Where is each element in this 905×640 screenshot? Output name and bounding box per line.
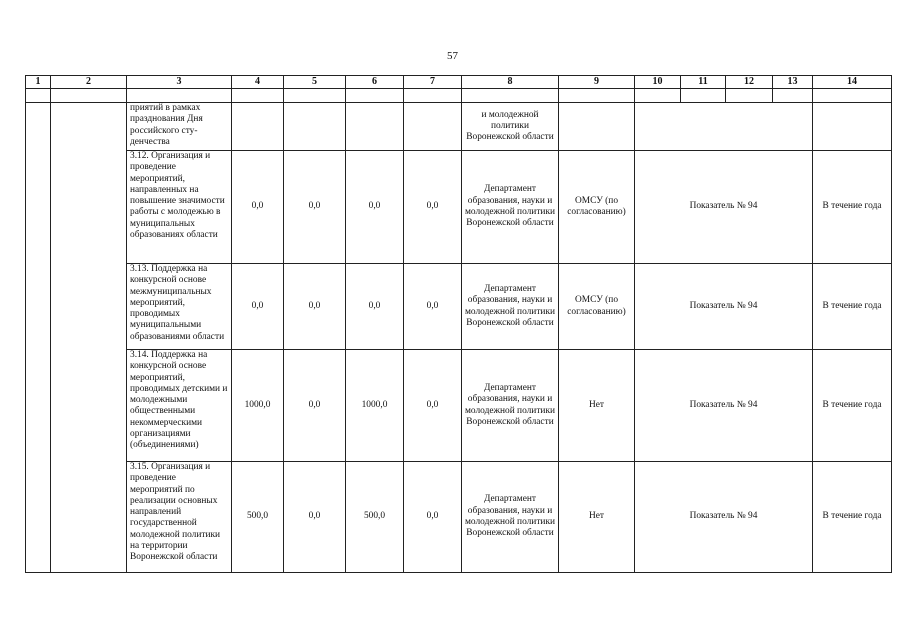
header-cell: 4 (232, 76, 284, 89)
empty-cell (559, 89, 635, 103)
header-cell: 3 (127, 76, 232, 89)
value-col7: 0,0 (404, 350, 462, 462)
empty-cell (284, 89, 346, 103)
header-cell: 12 (726, 76, 773, 89)
value-col5: 0,0 (284, 264, 346, 350)
header-cell: 10 (635, 76, 681, 89)
empty-cell (813, 89, 892, 103)
responsible-executor: Департамент образования, науки и молодежной политики Воронежской области (462, 350, 559, 462)
period: В течение года (813, 350, 892, 462)
empty-cell (232, 89, 284, 103)
value-col5 (284, 103, 346, 151)
empty-cell (462, 89, 559, 103)
value-col4: 500,0 (232, 462, 284, 573)
indicator: Показатель № 94 (635, 462, 813, 573)
value-col7: 0,0 (404, 264, 462, 350)
period: В течение года (813, 264, 892, 350)
indicator: Показатель № 94 (635, 151, 813, 264)
table-row (26, 151, 892, 264)
gap-row (26, 89, 892, 103)
empty-cell (635, 89, 681, 103)
empty-cell (26, 89, 51, 103)
col2-cell (51, 103, 127, 573)
header-cell: 2 (51, 76, 127, 89)
table-row (26, 103, 892, 151)
activity-name: 3.14. Поддержка на конкурсной основе мероприятий, проводимых детскими и молодежными общественными некоммерческими организациями (объединениями) (127, 350, 232, 462)
header-cell: 8 (462, 76, 559, 89)
period: В течение года (813, 151, 892, 264)
period (813, 103, 892, 151)
header-cell: 9 (559, 76, 635, 89)
empty-cell (726, 89, 773, 103)
responsible-executor: Департамент образования, науки и молодежной политики Воронежской области (462, 462, 559, 573)
header-cell: 1 (26, 76, 51, 89)
activity-name: приятий в рамках празднования Дня российского сту-денчества (127, 103, 232, 151)
participant: ОМСУ (по согласованию) (559, 151, 635, 264)
header-cell: 5 (284, 76, 346, 89)
empty-cell (681, 89, 726, 103)
value-col7: 0,0 (404, 151, 462, 264)
indicator: Показатель № 94 (635, 350, 813, 462)
table-row (26, 350, 892, 462)
value-col6: 500,0 (346, 462, 404, 573)
activity-name: 3.13. Поддержка на конкурсной основе межмуниципальных мероприятий, проводимых муниципальными образованиями области (127, 264, 232, 350)
period: В течение года (813, 462, 892, 573)
empty-cell (773, 89, 813, 103)
table-row (26, 462, 892, 573)
participant: Нет (559, 350, 635, 462)
table-row (26, 264, 892, 350)
value-col6 (346, 103, 404, 151)
value-col5: 0,0 (284, 462, 346, 573)
header-cell: 13 (773, 76, 813, 89)
participant: Нет (559, 462, 635, 573)
header-cell: 14 (813, 76, 892, 89)
responsible-executor: Департамент образования, науки и молодежной политики Воронежской области (462, 151, 559, 264)
col1-cell (26, 103, 51, 573)
empty-cell (127, 89, 232, 103)
participant: ОМСУ (по согласованию) (559, 264, 635, 350)
header-row (26, 76, 892, 89)
header-cell: 6 (346, 76, 404, 89)
page-number: 57 (447, 50, 458, 62)
participant (559, 103, 635, 151)
value-col4: 0,0 (232, 264, 284, 350)
activity-name: 3.12. Организация и проведение мероприятий, направленных на повышение значимости работы с молодежью в муниципальных образованиях области (127, 151, 232, 264)
responsible-executor: и молодежной политики Воронежской области (462, 103, 559, 151)
empty-cell (404, 89, 462, 103)
value-col6: 0,0 (346, 151, 404, 264)
indicator (635, 103, 813, 151)
value-col6: 0,0 (346, 264, 404, 350)
value-col5: 0,0 (284, 151, 346, 264)
empty-cell (51, 89, 127, 103)
value-col6: 1000,0 (346, 350, 404, 462)
value-col7: 0,0 (404, 462, 462, 573)
value-col4 (232, 103, 284, 151)
empty-cell (346, 89, 404, 103)
value-col4: 1000,0 (232, 350, 284, 462)
indicator: Показатель № 94 (635, 264, 813, 350)
program-table (25, 75, 892, 573)
value-col4: 0,0 (232, 151, 284, 264)
header-cell: 7 (404, 76, 462, 89)
value-col5: 0,0 (284, 350, 346, 462)
value-col7 (404, 103, 462, 151)
activity-name: 3.15. Организация и проведение мероприятий по реализации основных направлений государственной молодежной политики на территории Воронежской области (127, 462, 232, 573)
responsible-executor: Департамент образования, науки и молодежной политики Воронежской области (462, 264, 559, 350)
header-cell: 11 (681, 76, 726, 89)
